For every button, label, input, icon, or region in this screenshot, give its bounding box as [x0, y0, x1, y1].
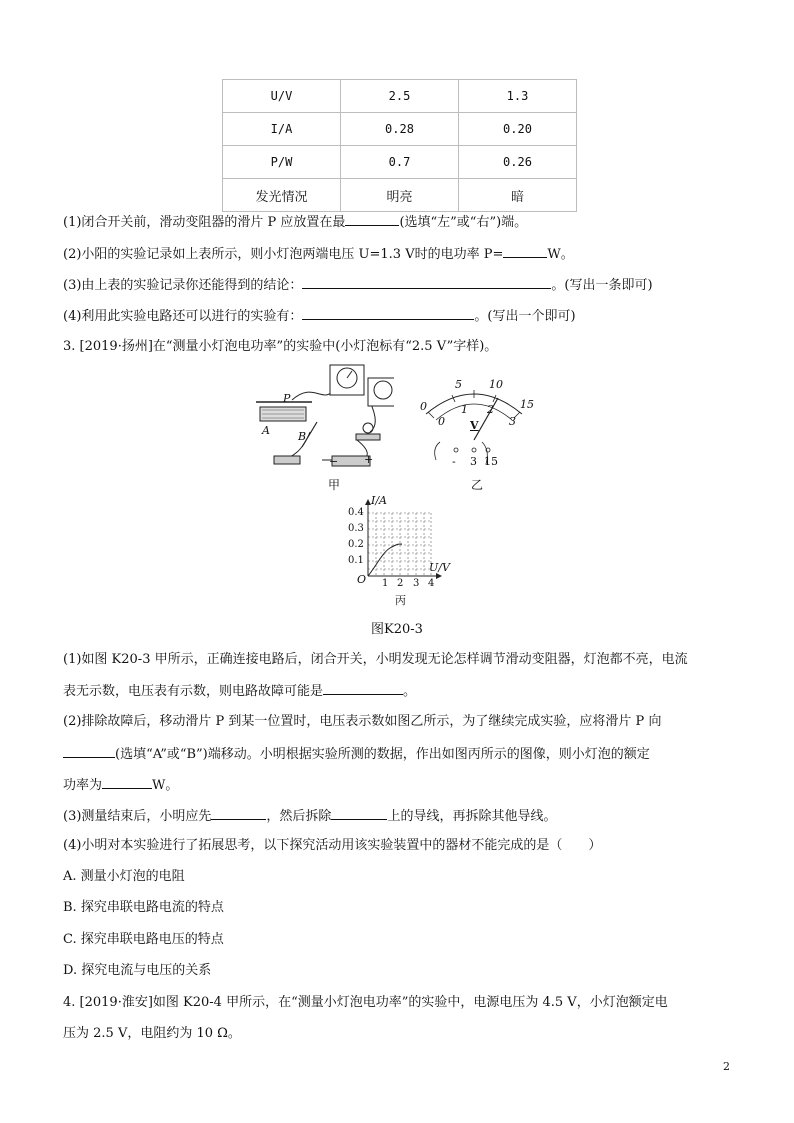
table-cell: 0.7	[341, 146, 459, 179]
q2-part4	[63, 306, 576, 326]
table-row	[223, 80, 577, 113]
answer-blank[interactable]	[302, 275, 551, 289]
q3-part1-line2	[63, 681, 416, 701]
table-row	[223, 179, 577, 212]
label-b: B	[298, 430, 307, 443]
option-b[interactable]: B. 探究串联电路电流的特点	[63, 900, 224, 915]
answer-blank[interactable]	[345, 212, 399, 226]
graph-xtick: 1	[382, 578, 389, 589]
graph-ytick: 0.3	[348, 523, 364, 534]
answer-blank[interactable]	[302, 306, 474, 320]
graph-ytick: 0.1	[348, 555, 364, 566]
q2-part4-text: (4)利用此实验电路还可以进行的实验有：	[63, 309, 303, 324]
q3-part1-text: 表无示数，电压表有示数，则电路故障可能是	[63, 684, 324, 699]
q3-part3-text: (3)测量结束后，小明应先	[63, 809, 212, 824]
label-plus: +	[364, 453, 374, 466]
figure-label-yi: 乙	[471, 478, 484, 492]
meter-outer-tick: 5	[455, 378, 462, 391]
label-p: P	[283, 392, 291, 405]
table-row	[223, 146, 577, 179]
table-cell: 0.26	[459, 146, 577, 179]
meter-inner-tick: 0	[438, 415, 445, 428]
q2-part1-text: (1)闭合开关前，滑动变阻器的滑片 P 应放置在最	[63, 215, 346, 230]
meter-outer-tick: 10	[489, 378, 503, 391]
graph-xtick: 4	[428, 578, 435, 589]
meter-terminal: -	[452, 455, 456, 468]
graph-xtick: 3	[413, 578, 420, 589]
q2-part1	[63, 212, 527, 232]
q3-part3-mid: ，然后拆除	[266, 809, 332, 824]
q3-part2-text: (选填“A”或“B”)端移动。小明根据实验所测的数据，作出如图丙所示的图像，则小灯泡的额定	[115, 747, 650, 762]
meter-terminal: 15	[484, 455, 498, 468]
graph-ytick: 0.4	[348, 507, 364, 518]
meter-inner-tick: 2	[487, 403, 494, 416]
table-cell: 1.3	[459, 80, 577, 113]
table-cell: 明亮	[341, 179, 459, 212]
figure-caption: 图K20-3	[371, 622, 423, 637]
option-a[interactable]: A. 测量小灯泡的电阻	[63, 869, 185, 884]
option-d[interactable]: D. 探究电流与电压的关系	[63, 963, 212, 978]
q3-part2-power-text: 功率为	[63, 778, 103, 793]
q2-part3	[63, 275, 653, 295]
meter-inner-tick: 1	[461, 403, 468, 416]
q4-line1: 4. [2019·淮安]如图 K20-4 甲所示，在“测量小灯泡电功率”的实验中，电源电压为 4.5 V，小灯泡额定电	[63, 995, 668, 1010]
q2-part3-text: (3)由上表的实验记录你还能得到的结论：	[63, 278, 303, 293]
table-cell: 0.28	[341, 113, 459, 146]
q4-line2: 压为 2.5 V，电阻约为 10 Ω。	[63, 1026, 241, 1041]
label-minus: −	[329, 455, 339, 468]
label-a: A	[262, 424, 270, 437]
q3-part2-line2	[63, 744, 650, 764]
q2-part1-tail: (选填“左”或“右”)端。	[399, 215, 528, 230]
q3-part4: (4)小明对本实验进行了拓展思考，以下探究活动用该实验装置中的器材不能完成的是（ ）	[63, 838, 602, 853]
answer-blank[interactable]	[503, 244, 547, 258]
table-cell: U/V	[223, 80, 341, 113]
table-cell: 发光情况	[223, 179, 341, 212]
q3-part1-line1: (1)如图 K20-3 甲所示，正确连接电路后，闭合开关，小明发现无论怎样调节滑动变阻器，灯泡都不亮，电流	[63, 652, 688, 667]
q3-part2-line3	[63, 775, 178, 795]
table-cell: 暗	[459, 179, 577, 212]
answer-blank[interactable]	[211, 806, 266, 820]
option-c[interactable]: C. 探究串联电路电压的特点	[63, 932, 224, 947]
meter-outer-tick: 15	[520, 398, 534, 411]
q3-part1-tail: 。	[403, 684, 417, 699]
answer-blank[interactable]	[323, 681, 403, 695]
table-row	[223, 113, 577, 146]
table-cell: 2.5	[341, 80, 459, 113]
q3-part2-tail: W。	[152, 778, 179, 793]
graph-ytick: 0.2	[348, 539, 364, 550]
graph-xtick: 2	[397, 578, 404, 589]
answer-blank[interactable]	[102, 775, 152, 789]
q3-header: 3. [2019·扬州]在“测量小灯泡电功率”的实验中(小灯泡标有“2.5 V”字样)。	[63, 339, 498, 354]
q3-part3-tail: 上的导线，再拆除其他导线。	[387, 809, 557, 824]
meter-inner-tick: 3	[509, 415, 516, 428]
meter-terminal: 3	[470, 455, 477, 468]
table-cell: I/A	[223, 113, 341, 146]
meter-unit-label: V	[470, 419, 479, 432]
table-cell: 0.20	[459, 113, 577, 146]
q3-part2-line1: (2)排除故障后，移动滑片 P 到某一位置时，电压表示数如图乙所示，为了继续完成实验，应将滑片 P 向	[63, 714, 662, 729]
q3-part3	[63, 806, 556, 826]
q2-part2-text: (2)小阳的实验记录如上表所示，则小灯泡两端电压 U=1.3 V时的电功率 P=	[63, 247, 504, 262]
meter-outer-tick: 0	[420, 400, 427, 413]
answer-blank[interactable]	[63, 744, 115, 758]
graph-origin: O	[357, 573, 367, 586]
q2-part2	[63, 244, 574, 264]
q2-part3-tail: 。(写出一条即可)	[551, 278, 653, 293]
page-number: 2	[723, 1060, 730, 1073]
answer-blank[interactable]	[331, 806, 387, 820]
q2-part4-tail: 。(写出一个即可)	[474, 309, 576, 324]
table-cell: P/W	[223, 146, 341, 179]
figure-label-bing: 丙	[395, 594, 406, 607]
measurement-table	[222, 79, 577, 212]
graph-ylabel: I/A	[371, 494, 387, 507]
q2-part2-tail: W。	[547, 247, 574, 262]
figure-label-jia: 甲	[328, 478, 341, 492]
graph-xlabel: U/V	[429, 561, 450, 574]
